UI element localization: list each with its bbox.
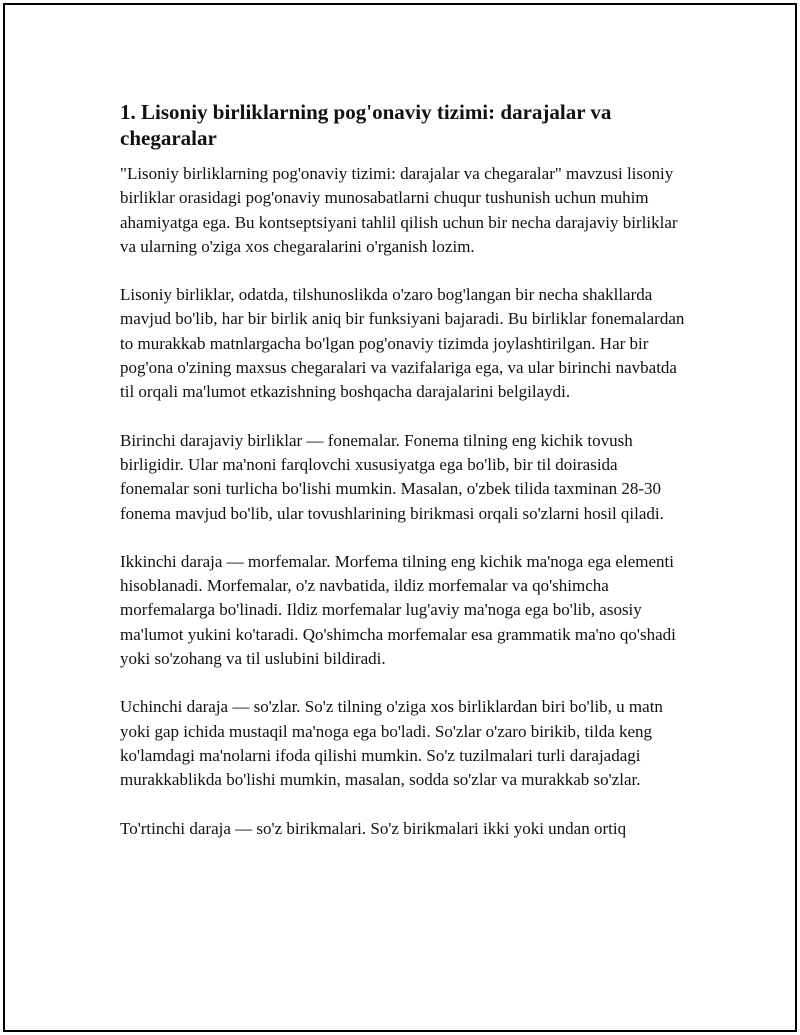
paragraph-soz-birikmalari: To'rtinchi daraja — so'z birikmalari. So'z birikmalari ikki yoki undan ortiq <box>120 818 627 838</box>
page-frame <box>3 3 797 1032</box>
paragraph-sozlar: Uchinchi daraja — so'zlar. So'z tilning o'ziga xos birliklardan biri bo'lib, u matn yoki gap ichida mustaqil ma'noga ega bo'ladi. So'zlar o'zaro birikib, tilda keng ko'lamdagi ma'nolarni ifoda qilishi mumkin. So'z tuzilmalari turli darajadagi murakkablikda bo'lishi mumkin, masalan, sodda so'zlar va murakkab so'zlar. <box>120 697 663 790</box>
paragraph-fonemalar: Birinchi darajaviy birliklar — fonemalar. Fonema tilning eng kichik tovush birligidir. Ular ma'noni farqlovchi xususiyatga ega bo'lib, bir til doirasida fonemalar soni turlicha bo'lishi mumkin. Masalan, o'zbek tilida taxminan 28-30 fonema mavjud bo'lib, ular tovushlarining birikmasi orqali so'zlarni hosil qiladi. <box>120 430 664 523</box>
paragraph-morfemalar: Ikkinchi daraja — morfemalar. Morfema tilning eng kichik ma'noga ega elementi hisoblanadi. Morfemalar, o'z navbatida, ildiz morfemalar va qo'shimcha morfemalarga bo'linadi. Ildiz morfemalar lug'aviy ma'noga ega bo'lib, asosiy ma'lumot yukini ko'taradi. Qo'shimcha morfemalar esa grammatik ma'no qo'shadi yoki so'zohang va til uslubini bildiradi. <box>120 551 676 669</box>
document-body <box>120 99 690 865</box>
section-heading: 1. Lisoniy birliklarning pog'onaviy tizimi: darajalar va chegaralar <box>120 100 612 150</box>
paragraph-intro: "Lisoniy birliklarning pog'onaviy tizimi: darajalar va chegaralar" mavzusi lisoniy birliklar orasidagi pog'onaviy munosabatlarni chuqur tushunish uchun muhim ahamiyatga ega. Bu kontseptsiyani tahlil qilish uchun bir necha darajaviy birliklar va ularning o'ziga xos chegaralarini o'rganish lozim. <box>120 164 678 256</box>
paragraph-lisoniy-birliklar: Lisoniy birliklar, odatda, tilshunoslikda o'zaro bog'langan bir necha shakllarda mavjud bo'lib, har bir birlik aniq bir funksiyani bajaradi. Bu birliklar fonemalardan to murakkab matnlargacha bo'lgan pog'onaviy tizimda joylashtirilgan. Har bir pog'ona o'zining maxsus chegaralari va vazifalariga ega, va ular birinchi navbatda til orqali ma'lumot etkazishning boshqacha darajalarini belgilaydi. <box>120 285 685 402</box>
